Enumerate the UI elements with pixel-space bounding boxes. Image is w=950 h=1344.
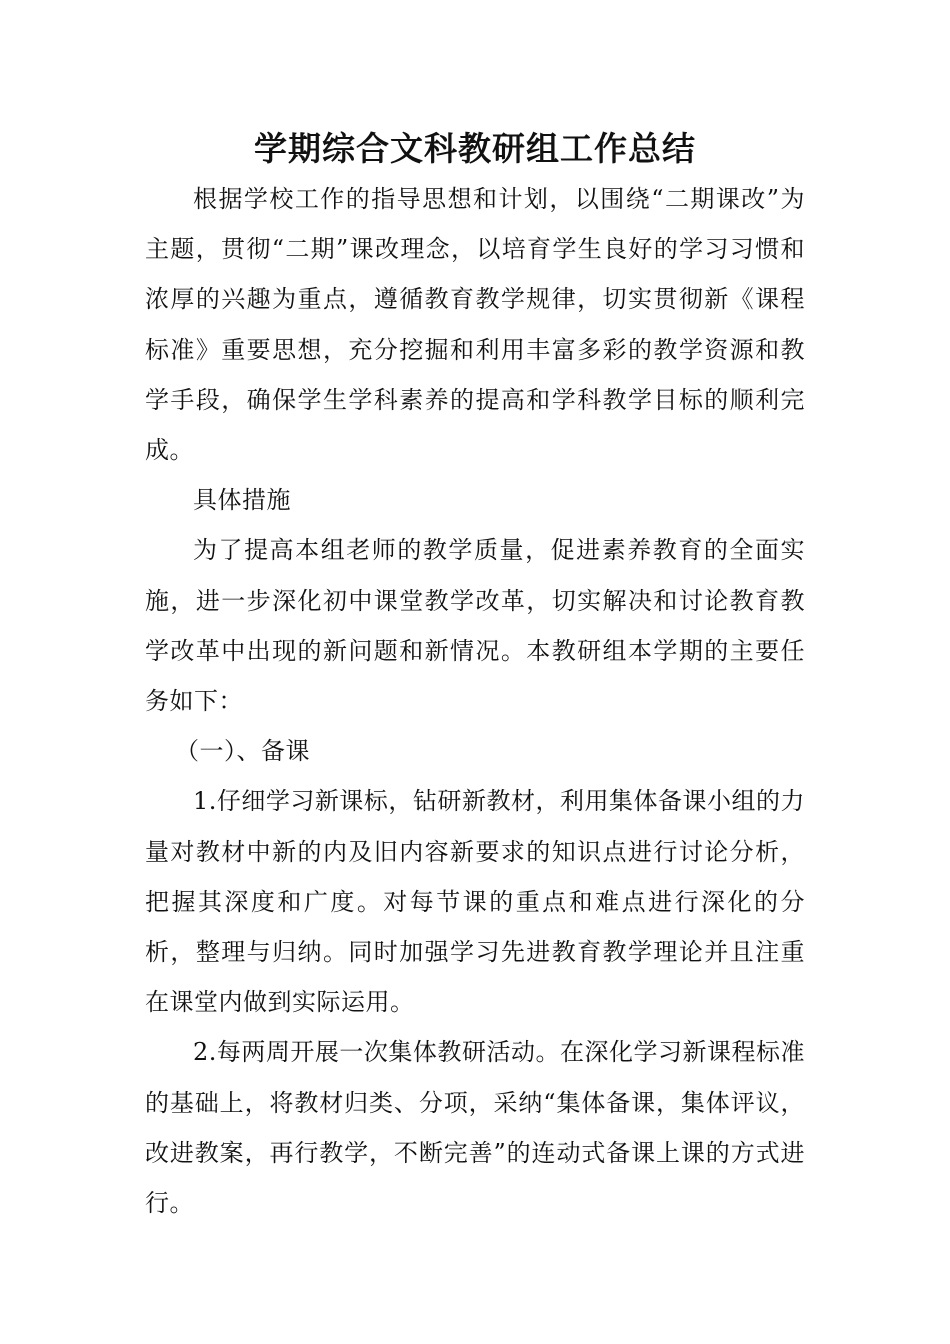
item-2-paragraph: 2.每两周开展一次集体教研活动。在深化学习新课程标准的基础上，将教材归类、分项，采纳“集体备课，集体评议，改进教案，再行教学，不断完善”的连动式备课上课的方式进行。 [145, 1038, 805, 1218]
item-1-paragraph: 1.仔细学习新课标，钻研新教材，利用集体备课小组的力量对教材中新的内及旧内容新要求的知识点进行讨论分析，把握其深度和广度。对每节课的重点和难点进行深化的分析，整理与归纳。同时加强学习先进教育教学理论并且注重在课堂内做到实际运用。 [145, 787, 805, 1017]
intro-paragraph: 根据学校工作的指导思想和计划，以围绕“二期课改”为主题，贯彻“二期”课改理念，以培育学生良好的学习习惯和浓厚的兴趣为重点，遵循教育教学规律，切实贯彻新《课程标准》重要思想，充分挖掘和利用丰富多彩的教学资源和教学手段，确保学生学科素养的提高和学科教学目标的顺利完成。 [145, 185, 805, 465]
document-body [145, 174, 805, 1228]
document-title: 学期综合文科教研组工作总结 [254, 129, 696, 168]
measures-intro-paragraph: 为了提高本组老师的教学质量，促进素养教育的全面实施，进一步深化初中课堂教学改革，切实解决和讨论教育教学改革中出现的新问题和新情况。本教研组本学期的主要任务如下： [145, 536, 805, 716]
sub-heading-lesson-prep: （一）、备课 [175, 737, 310, 766]
section-heading: 具体措施 [193, 486, 291, 515]
